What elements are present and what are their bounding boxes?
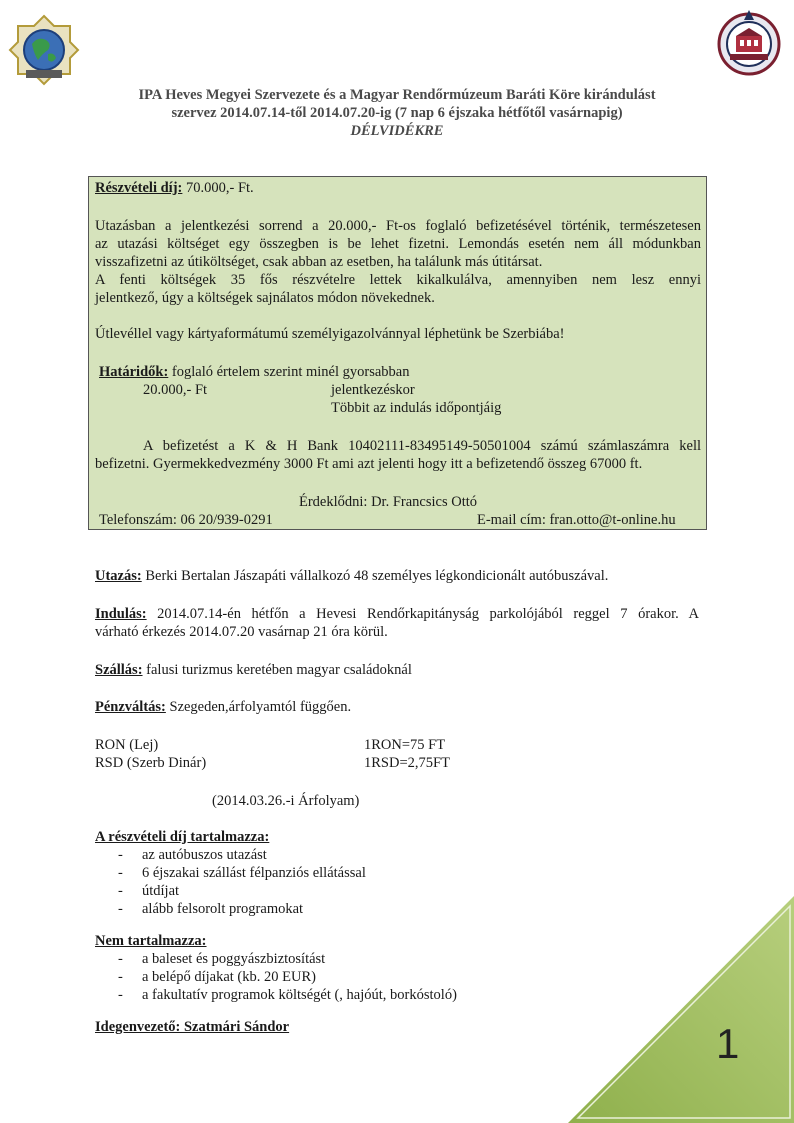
bank-line2: befizetni. Gyermekkedvezmény 3000 Ft ami azt jelenti hogy itt a befizetendő összeg 67000 ft.: [95, 456, 643, 472]
police-museum-emblem-icon: [716, 6, 782, 78]
list-item: - útdíjat: [118, 883, 180, 899]
szallas-value: falusi turizmus keretében magyar családoknál: [142, 662, 412, 678]
list-item: - a belépő díjakat (kb. 20 EUR): [118, 969, 316, 985]
list-item: - 6 éjszakai szállást félpanziós ellátással: [118, 865, 366, 881]
deadline-label: Határidők:: [99, 364, 169, 380]
ron-rate: 1RON=75 FT: [364, 737, 446, 753]
ipa-emblem-icon: [8, 14, 80, 86]
deadline-value: foglaló értelem szerint minél gyorsabban: [168, 364, 410, 380]
fee-line: [95, 179, 254, 197]
indulas-value: 2014.07.14-én hétfőn a Hevesi Rendőrkapitányság parkolójából reggel 7 órakor. A: [146, 606, 699, 622]
contact-phone: Telefonszám: 06 20/939-0291: [99, 512, 273, 528]
list-item: - alább felsorolt programokat: [118, 901, 304, 917]
rate-date: (2014.03.26.-i Árfolyam): [212, 793, 360, 809]
page-corner-triangle: [568, 896, 794, 1123]
triangle-shape: [568, 896, 794, 1123]
list-item: - a baleset és poggyászbiztosítást: [118, 951, 326, 967]
ron-name: RON (Lej): [95, 737, 159, 753]
utazas-label: Utazás:: [95, 568, 142, 584]
contact-email: E-mail cím: fran.otto@t-online.hu: [477, 512, 676, 528]
penzvaltas-label: Pénzváltás:: [95, 699, 166, 715]
page-title: [60, 86, 734, 140]
list-item: - az autóbuszos utazást: [118, 847, 267, 863]
para2-line1: A fenti költségek 35 fős részvételre lettek kikalkulálva, amennyiben nem lesz ennyi: [95, 272, 701, 288]
utazas-value: Berki Bertalan Jászapáti vállalkozó 48 személyes légkondicionált autóbuszával.: [141, 568, 609, 584]
includes-heading: A részvételi díj tartalmazza:: [95, 829, 270, 845]
indulas-label: Indulás:: [95, 606, 147, 622]
indulas-line1: [95, 605, 699, 623]
para1-line3: visszafizetni az útiköltséget, csak abban az esetben, ha találunk más útitársat.: [95, 254, 543, 270]
rsd-rate: 1RSD=2,75FT: [364, 755, 450, 771]
rsd-name: RSD (Szerb Dinár): [95, 755, 207, 771]
title-line-1: IPA Heves Megyei Szervezete és a Magyar Rendőrmúzeum Baráti Köre kirándulást: [138, 87, 656, 103]
para1-line1: Utazásban a jelentkezési sorrend a 20.000,- Ft-os foglaló befizetésével történik, természetesen: [95, 218, 701, 234]
szallas-label: Szállás:: [95, 662, 143, 678]
indulas-line2: várható érkezés 2014.07.20 vasárnap 21 óra körül.: [95, 624, 388, 640]
excludes-heading: Nem tartalmazza:: [95, 933, 207, 949]
fee-value: 70.000,- Ft.: [182, 180, 254, 196]
title-destination: DÉLVIDÉKRE: [350, 123, 444, 139]
list-item: - a fakultatív programok költségét (, hajóút, borkóstoló): [118, 987, 457, 1003]
page-number: 1: [716, 1020, 740, 1067]
penzvaltas-value: Szegeden,árfolyamtól függően.: [165, 699, 352, 715]
contact-name: Érdeklődni: Dr. Francsics Ottó: [299, 494, 478, 510]
para1-line2: az utazási költséget egy összegben is be lehet fizetni. Lemondás esetén nem áll módunkban: [95, 236, 701, 252]
fee-label: Részvételi díj:: [95, 180, 183, 196]
penzvaltas-line: [95, 698, 351, 716]
para2-line2: jelentkező, úgy a költségek sajnálatos módon növekednek.: [95, 290, 435, 306]
guide-line: Idegenvezető: Szatmári Sándor: [95, 1019, 290, 1035]
szallas-line: [95, 661, 412, 679]
deadline-amount: 20.000,- Ft: [143, 382, 208, 398]
passport-note: Útlevéllel vagy kártyaformátumú személyigazolvánnyal léphetünk be Szerbiába!: [95, 326, 565, 342]
utazas-line: [95, 567, 608, 585]
info-box: [88, 176, 707, 530]
title-line-2: szervez 2014.07.14-től 2014.07.20-ig (7 nap 6 éjszaka hétfőtől vasárnapig): [171, 105, 623, 121]
deadline-when: jelentkezéskor: [331, 382, 415, 398]
bank-line1: A befizetést a K & H Bank 10402111-83495149-50501004 számú számlaszámra kell: [143, 438, 701, 454]
deadline-rest: Többit az indulás időpontjáig: [331, 400, 502, 416]
deadline-line: [99, 363, 409, 381]
